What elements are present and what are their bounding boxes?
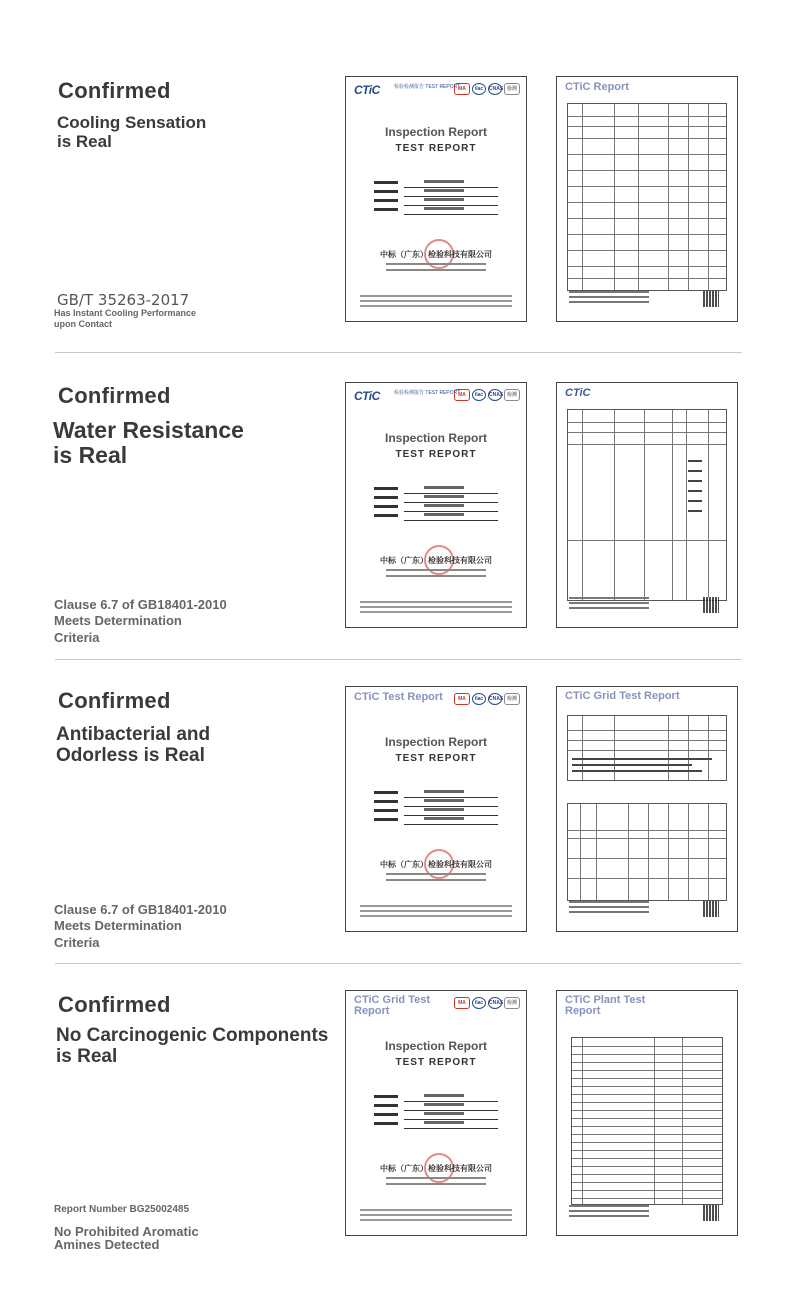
report-data-page — [556, 990, 738, 1236]
ilac-mark-icon: ilac — [472, 83, 486, 95]
issuing-organization: 中标（广东）检验科技有限公司 — [380, 860, 492, 869]
note-text: Clause 6.7 of GB18401-2010 Meets Determination Criteria — [54, 597, 227, 645]
report-field — [374, 1104, 498, 1111]
qr-code-icon — [703, 291, 719, 307]
test-mark-icon: 检测 — [504, 693, 520, 705]
report-data-page — [556, 382, 738, 628]
report-field — [374, 800, 498, 807]
report-field — [374, 181, 498, 188]
claim-text: Water Resistance is Real — [53, 417, 244, 469]
report-header — [354, 83, 520, 99]
report-field — [374, 190, 498, 197]
certification-marks — [454, 83, 520, 95]
section-carcinogenic — [0, 915, 790, 1305]
report-field — [374, 199, 498, 206]
cnas-mark-icon: CNAS — [488, 389, 502, 401]
report-field — [374, 505, 498, 512]
qr-code-icon — [703, 1205, 719, 1221]
report-data-page — [556, 76, 738, 322]
ctic-logo: CTiC — [354, 389, 380, 403]
data-page-title: CTiC — [565, 387, 591, 399]
section-water — [0, 306, 790, 645]
note-text: Clause 6.7 of GB18401-2010 Meets Determination Criteria — [54, 902, 227, 950]
report-header — [354, 389, 520, 405]
claim-text: Cooling Sensation is Real — [57, 113, 207, 151]
results-table — [567, 803, 727, 901]
report-field — [374, 487, 498, 494]
certification-marks — [454, 389, 520, 401]
report-cover-page — [345, 382, 527, 628]
report-field — [374, 1095, 498, 1102]
ilac-mark-icon: ilac — [472, 389, 486, 401]
report-field — [374, 1122, 498, 1129]
results-table — [567, 715, 727, 781]
data-page-title: CTiC Report — [565, 81, 629, 93]
ilac-mark-icon: ilac — [472, 997, 486, 1009]
report-cover-page — [345, 990, 527, 1236]
data-page-title: CTiC Grid Test Report — [565, 690, 680, 702]
certification-marks — [454, 997, 520, 1009]
results-table — [567, 409, 727, 601]
ma-mark-icon: MA — [454, 693, 470, 705]
note-text: Has Instant Cooling Performance upon Contact — [54, 308, 197, 330]
confirmed-heading: Confirmed — [58, 688, 171, 713]
report-subtitle: TEST REPORT — [395, 143, 477, 154]
report-title: Inspection Report — [384, 431, 487, 445]
ma-mark-icon: MA — [454, 389, 470, 401]
report-subtitle: TEST REPORT — [395, 1057, 477, 1068]
cnas-mark-icon: CNAS — [488, 997, 502, 1009]
report-title: Inspection Report — [384, 735, 487, 749]
report-subtitle: TEST REPORT — [395, 753, 477, 764]
report-title: Inspection Report — [384, 125, 487, 139]
confirmed-heading: Confirmed — [58, 78, 171, 103]
claim-text: No Carcinogenic Components is Real — [56, 1025, 329, 1067]
confirmed-heading: Confirmed — [58, 992, 171, 1017]
data-page-title: CTiC Plant Test Report — [565, 994, 646, 1017]
ilac-mark-icon: ilac — [472, 693, 486, 705]
ma-mark-icon: MA — [454, 997, 470, 1009]
report-field — [374, 514, 498, 521]
cnas-mark-icon: CNAS — [488, 83, 502, 95]
test-mark-icon: 检测 — [504, 389, 520, 401]
report-cover-page — [345, 76, 527, 322]
ctic-logo: CTiC Grid Test Report — [354, 994, 430, 1017]
test-mark-icon: 检测 — [504, 997, 520, 1009]
issuing-organization: 中标（广东）检验科技有限公司 — [380, 250, 492, 259]
report-title: Inspection Report — [384, 1039, 487, 1053]
header-subtitle: 检验检测报告 TEST REPORT — [394, 390, 461, 396]
cnas-mark-icon: CNAS — [488, 693, 502, 705]
report-field — [374, 818, 498, 825]
report-field — [374, 809, 498, 816]
report-field — [374, 1113, 498, 1120]
report-field — [374, 208, 498, 215]
ctic-logo: CTiC Test Report — [354, 691, 443, 703]
section-antibacterial — [0, 611, 790, 950]
results-table — [571, 1037, 723, 1205]
certification-marks — [454, 693, 520, 705]
section-cooling — [0, 0, 790, 330]
ctic-logo: CTiC — [354, 83, 380, 97]
confirmed-heading: Confirmed — [58, 383, 171, 408]
report-subtitle: TEST REPORT — [395, 449, 477, 460]
standard-label: GB/T 35263-2017 — [57, 291, 190, 309]
report-data-page — [556, 686, 738, 932]
ma-mark-icon: MA — [454, 83, 470, 95]
report-field — [374, 791, 498, 798]
note-text: Report Number BG25002485 No Prohibited Aromatic Amines Detected — [54, 1204, 199, 1253]
issuing-organization: 中标（广东）检验科技有限公司 — [380, 1164, 492, 1173]
issuing-organization: 中标（广东）检验科技有限公司 — [380, 556, 492, 565]
test-mark-icon: 检测 — [504, 83, 520, 95]
header-subtitle: 检验检测报告 TEST REPORT — [394, 84, 461, 90]
report-cover-page — [345, 686, 527, 932]
report-field — [374, 496, 498, 503]
results-table — [567, 103, 727, 291]
claim-text: Antibacterial and Odorless is Real — [56, 724, 211, 766]
